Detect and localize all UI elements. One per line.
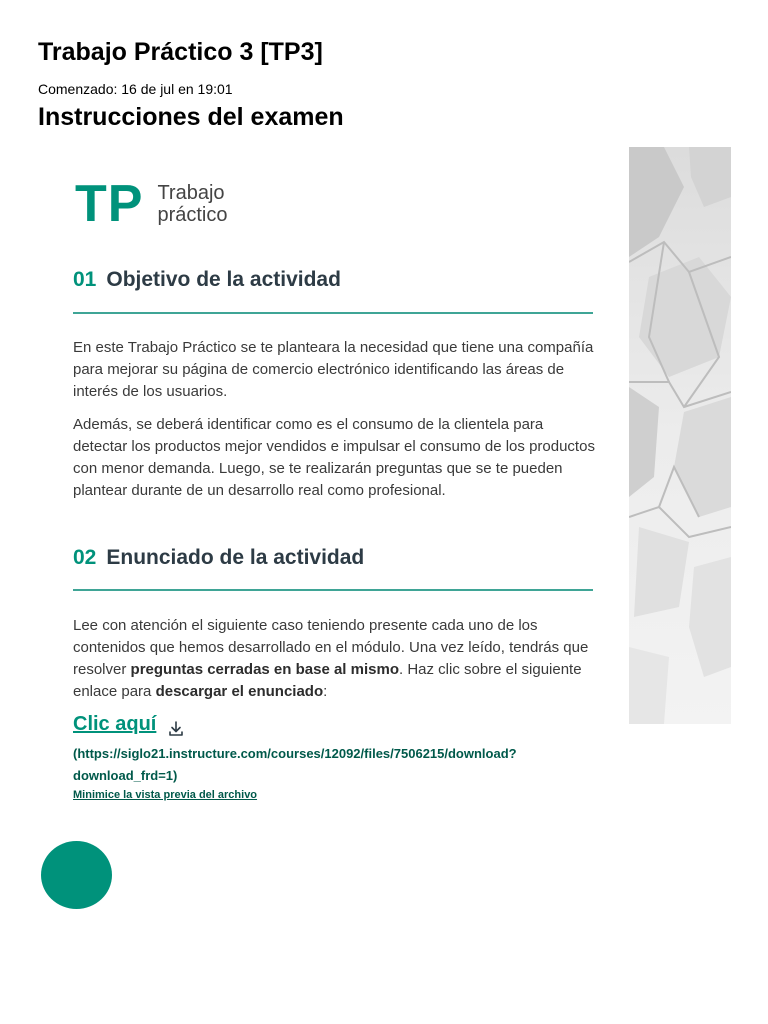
page-title: Trabajo Práctico 3 [TP3] xyxy=(38,38,323,66)
section-divider xyxy=(73,312,593,314)
tp-logo-letters: TP xyxy=(75,175,144,233)
objective-paragraph-2: Además, se deberá identificar como es el consumo de la clientela para detectar los productos mejor vendidos e impulsar el consumo de los productos con menor demanda. Luego, se te realizarán preguntas que se te pueden plantear durante de un desarrollo real como profesional. xyxy=(73,416,595,499)
tp-logo-words xyxy=(157,182,227,226)
statement-paragraph xyxy=(73,615,598,703)
section-heading-objective xyxy=(73,268,341,292)
objective-paragraph-1: En este Trabajo Práctico se te planteara la necesidad que tiene una compañía para mejorar su página de comercio electrónico identificando las áreas de interés de los usuarios. xyxy=(73,339,594,400)
download-link[interactable]: Clic aquí xyxy=(73,713,157,735)
tp-logo-word-2: práctico xyxy=(157,204,228,226)
section-number: 02 xyxy=(73,546,97,569)
statement-text-2: . Haz clic sobre el siguiente enlace para xyxy=(73,661,582,700)
download-url-link[interactable]: (https://siglo21.instructure.com/courses/12092/files/7506215/download?download_frd=1) xyxy=(73,746,517,783)
section-heading-statement xyxy=(73,546,364,570)
architecture-pattern-graphic xyxy=(629,147,731,724)
section-divider xyxy=(73,589,593,591)
section-title: Objetivo de la actividad xyxy=(106,268,341,291)
section-title: Enunciado de la actividad xyxy=(106,546,365,569)
section-number: 01 xyxy=(73,268,97,291)
tp-logo-word-1: Trabajo xyxy=(157,182,225,204)
exam-instructions-heading: Instrucciones del examen xyxy=(38,103,344,131)
started-timestamp: Comenzado: 16 de jul en 19:01 xyxy=(38,81,233,97)
decorative-side-image xyxy=(629,147,731,724)
statement-bold-2: descargar el enunciado xyxy=(155,683,324,700)
statement-bold-1: preguntas cerradas en base al mismo xyxy=(130,661,399,678)
statement-text-1: Lee con atención el siguiente caso teniendo presente cada uno de los contenidos que hemos desarrollado en el módulo. Una vez leído, tendrás que resolver xyxy=(73,617,589,678)
floating-circle-button[interactable] xyxy=(41,841,112,909)
statement-text-3: : xyxy=(323,683,328,700)
download-icon[interactable] xyxy=(167,720,185,738)
minimize-preview-link[interactable]: Minimice la vista previa del archivo xyxy=(73,789,258,801)
tp-logo xyxy=(75,175,228,233)
